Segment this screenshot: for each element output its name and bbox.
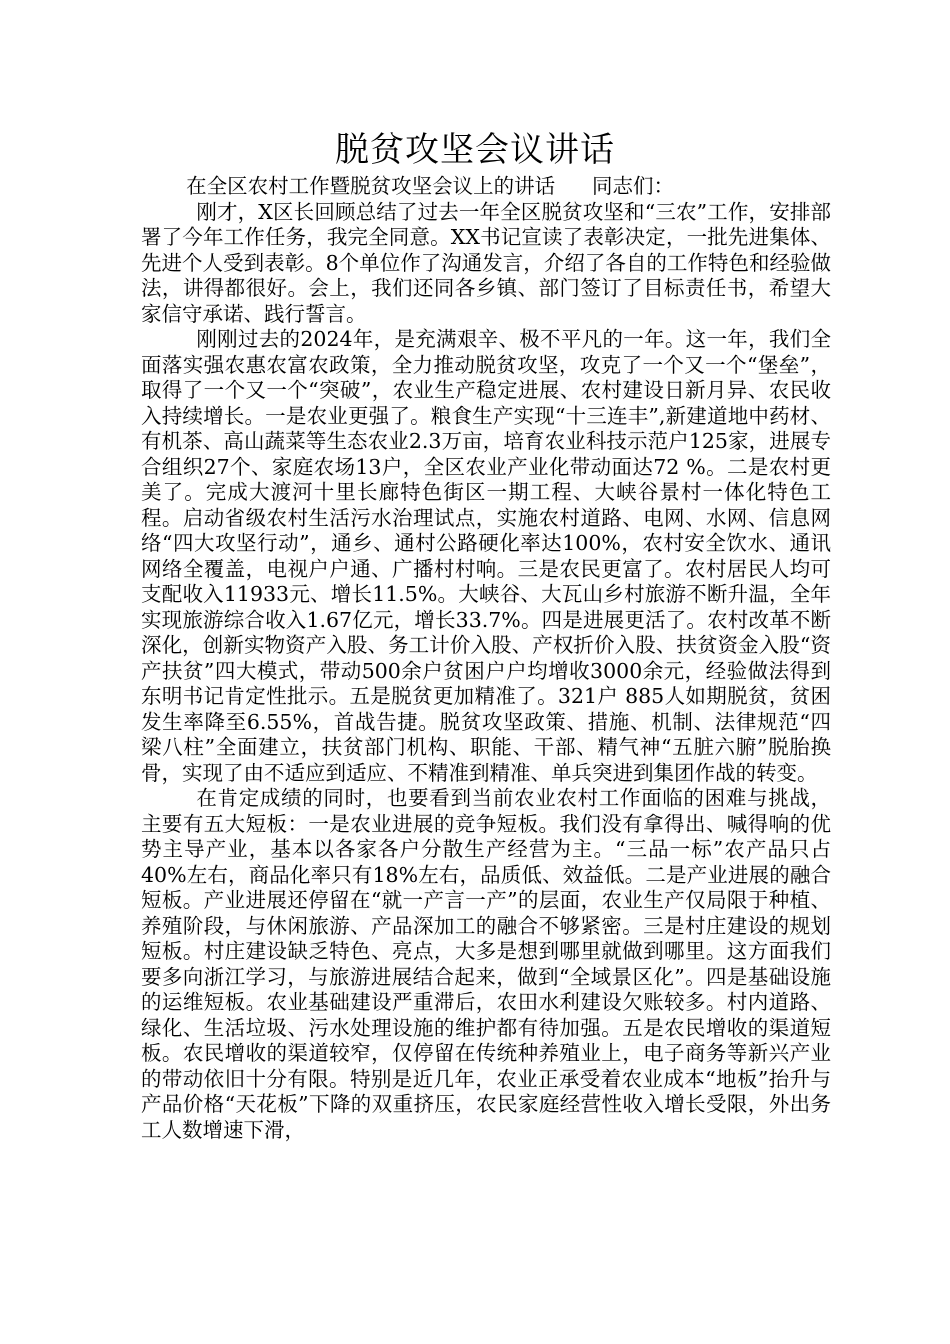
salutation: 同志们： <box>591 174 674 198</box>
paragraph-3: 在肯定成绩的同时，也要看到当前农业农村工作面临的困难与挑战，主要有五大短板：一是农业进展的竞争短板。我们没有拿得出、喊得响的优势主导产业，基本以各家各户分散生产经营为主。“三品一标”农产品只占40%左右，商品化率只有18%左右，品质低、效益低。二是产业进展的融合短板。产业进展还停留在“就一产言一产”的层面，农业生产仅局限于种植、养殖阶段，与休闲旅游、产品深加工的融合不够紧密。三是村庄建设的规划短板。村庄建设缺乏特色、亮点，大多是想到哪里就做到哪里。这方面我们要多向浙江学习，与旅游进展结合起来，做到“全域景区化”。四是基础设施的运维短板。农业基础建设严重滞后，农田水利建设欠账较多。村内道路、绿化、生活垃圾、污水处理设施的维护都有待加强。五是农民增收的渠道短板。农民增收的渠道较窄，仅停留在传统种养殖业上，电子商务等新兴产业的带动依旧十分有限。特别是近几年，农业正承受着农业成本“地板”抬升与产品价格“天花板”下降的双重挤压，农民家庭经营性收入增长受限，外出务工人数增速下滑， <box>141 786 831 1142</box>
paragraph-2: 刚刚过去的2024年，是充满艰辛、极不平凡的一年。这一年，我们全面落实强农惠农富农政策，全力推动脱贫攻坚，攻克了一个又一个“堡垒”，取得了一个又一个“突破”，农业生产稳定进展、农村建设日新月异、农民收入持续增长。一是农业更强了。粮食生产实现“十三连丰”,新建道地中药材、有机茶、高山蔬菜等生态农业2.3万亩，培育农业科技示范户125家，进展专合组织27个、家庭农场13户，全区农业产业化带动面达72 %。二是农村更美了。完成大渡河十里长廊特色街区一期工程、大峡谷景村一体化特色工程。启动省级农村生活污水治理试点，实施农村道路、电网、水网、信息网络“四大攻坚行动”，通乡、通村公路硬化率达100%，农村安全饮水、通讯网络全覆盖，电视户户通、广播村村响。三是农民更富了。农村居民人均可支配收入11933元、增长11.5%。大峡谷、大瓦山乡村旅游不断升温，全年实现旅游综合收入1.67亿元，增长33.7%。四是进展更活了。农村改革不断深化，创新实物资产入股、务工计价入股、产权折价入股、扶贫资金入股“资产扶贫”四大模式，带动500余户贫困户户均增收3000余元，经验做法得到东明书记肯定性批示。五是脱贫更加精准了。321户 885人如期脱贫，贫困发生率降至6.55%，首战告捷。脱贫攻坚政策、措施、机制、法律规范“四梁八柱”全面建立，扶贫部门机构、职能、干部、精气神“五脏六腑”脱胎换骨，实现了由不适应到适应、不精准到精准、单兵突进到集团作战的转变。 <box>141 327 831 785</box>
speech-subtitle: 在全区农村工作暨脱贫攻坚会议上的讲话 <box>186 174 556 198</box>
document-body <box>141 174 831 1143</box>
document-title: 脱贫攻坚会议讲话 <box>335 130 615 170</box>
paragraph-1: 刚才，X区长回顾总结了过去一年全区脱贫攻坚和“三农”工作，安排部署了今年工作任务，我完全同意。XX书记宣读了表彰决定，一批先进集体、先进个人受到表彰。8个单位作了沟通发言，介绍了各自的工作特色和经验做法，讲得都很好。会上，我们还同各乡镇、部门签订了目标责任书，希望大家信守承诺、践行誓言。 <box>141 199 831 326</box>
lead-line <box>141 174 831 200</box>
